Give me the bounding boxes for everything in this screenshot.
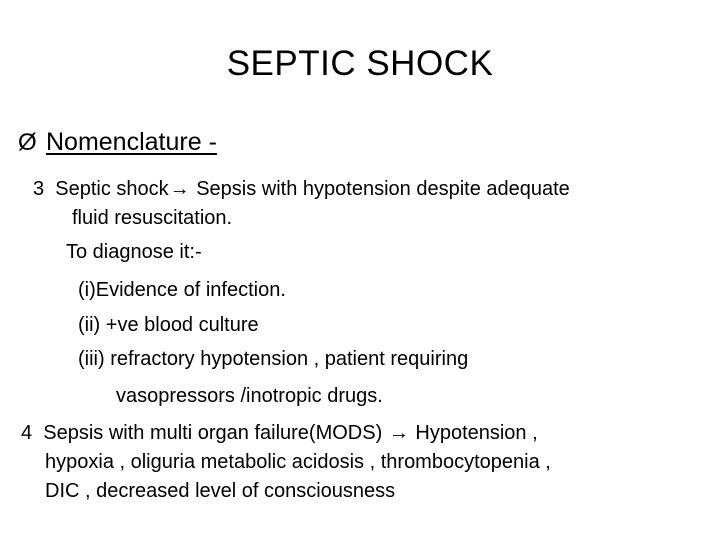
item-4-line-2: hypoxia , oliguria metabolic acidosis , thrombocytopenia , [45, 451, 551, 473]
item-3-term: Septic shock [55, 178, 169, 200]
right-arrow-icon: → [169, 178, 190, 200]
arrow-bullet-icon: Ø [18, 129, 37, 156]
criterion-3-continued: vasopressors /inotropic drugs. [116, 385, 383, 407]
item-3-line-2: fluid resuscitation. [72, 207, 233, 229]
item-3-line-1 [33, 177, 570, 201]
item-3-number: 3 [33, 178, 45, 200]
slide-title: SEPTIC SHOCK [226, 44, 494, 83]
diagnose-label: To diagnose it:- [66, 241, 202, 263]
item-3-definition: Sepsis with hypotension despite adequate [196, 178, 570, 200]
right-arrow-icon: → [388, 422, 409, 444]
criterion-3: (iii) refractory hypotension , patient requiring [78, 348, 469, 370]
heading-text: Nomenclature - [46, 128, 217, 156]
criterion-1: (i)Evidence of infection. [78, 279, 286, 301]
section-heading [18, 128, 217, 157]
item-4-line-1-rest: Hypotension , [415, 422, 538, 444]
item-4-term: Sepsis with multi organ failure(MODS) [43, 422, 383, 444]
item-4-number: 4 [21, 422, 33, 444]
criterion-2: (ii) +ve blood culture [78, 314, 259, 336]
item-4-line-3: DIC , decreased level of consciousness [45, 480, 396, 502]
item-4-line-1 [21, 421, 538, 445]
